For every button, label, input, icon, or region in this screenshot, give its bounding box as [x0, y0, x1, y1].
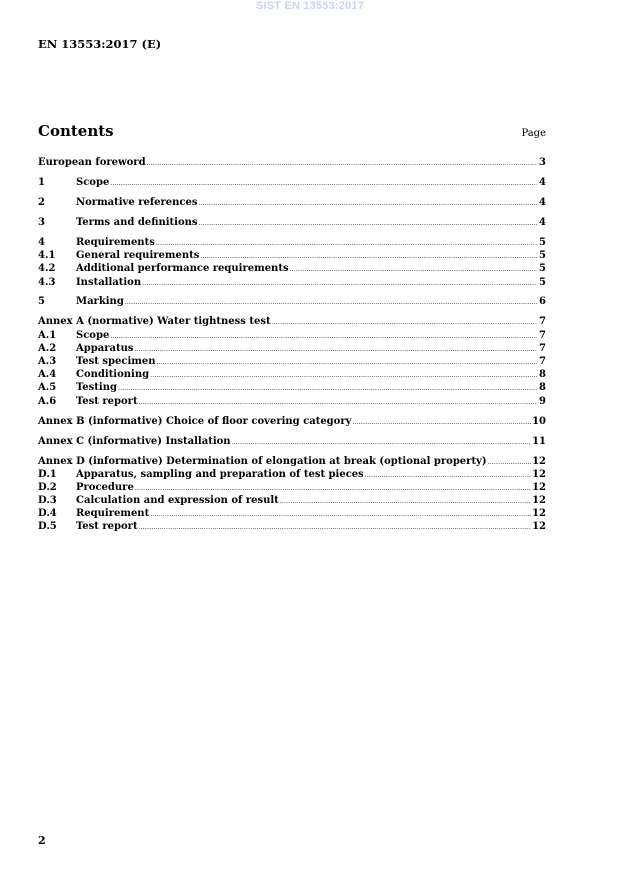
toc-entry-page: 12: [532, 481, 546, 493]
toc-entry-number: D.2: [38, 481, 57, 493]
toc-entry-title: Test specimen: [76, 356, 156, 368]
toc-entry-title: Scope: [76, 329, 110, 341]
toc-entry-title: Annex B (informative) Choice of floor covering category: [38, 415, 352, 427]
toc-entry-title: Annex D (informative) Determination of elongation at break (optional property): [38, 455, 487, 467]
toc-entry-title: Test report: [76, 521, 138, 533]
toc-entry-page: 12: [532, 508, 546, 520]
toc-entry-number: A.2: [38, 342, 57, 354]
toc-entry[interactable]: [38, 507, 546, 520]
toc-entry[interactable]: [38, 329, 546, 342]
toc-entry-title: Annex A (normative) Water tightness test: [38, 316, 271, 328]
toc-dot-leader: [156, 356, 537, 369]
toc-entry-number: A.6: [38, 395, 57, 407]
toc-dot-leader: [280, 495, 531, 508]
toc-dot-leader: [150, 369, 537, 382]
toc-entry-number: 4.3: [38, 276, 56, 288]
toc-entry[interactable]: [38, 156, 546, 169]
toc-dot-leader: [290, 263, 537, 276]
toc-entry-page: 4: [539, 176, 546, 188]
toc-entry-title: Annex C (informative) Installation: [38, 435, 231, 447]
contents-heading: Contents: [38, 122, 114, 140]
toc-entry-number: A.4: [38, 369, 57, 381]
toc-entry-page: 12: [532, 521, 546, 533]
toc-entry-page: 5: [539, 250, 546, 262]
toc-entry[interactable]: [38, 295, 546, 308]
toc-dot-leader: [199, 197, 538, 210]
toc-entry-page: 3: [539, 157, 546, 168]
toc-entry[interactable]: [38, 368, 546, 381]
toc-entry-page: 8: [539, 369, 546, 381]
toc-entry-title: Procedure: [76, 481, 134, 493]
toc-entry-title: Scope: [76, 176, 110, 188]
toc-entry-page: 9: [539, 395, 546, 407]
toc-entry[interactable]: [38, 494, 546, 507]
toc-dot-leader: [272, 316, 537, 329]
toc-entry[interactable]: [38, 176, 546, 189]
toc-entry[interactable]: [38, 276, 546, 289]
toc-entry-number: D.3: [38, 495, 57, 507]
toc-entry-number: 4.1: [38, 250, 56, 262]
toc-dot-leader: [139, 521, 532, 534]
toc-entry[interactable]: [38, 249, 546, 262]
toc-entry[interactable]: [38, 468, 546, 481]
toc-entry-number: D.1: [38, 468, 57, 480]
toc-entry[interactable]: [38, 216, 546, 229]
toc-entry[interactable]: [38, 435, 546, 448]
toc-entry-title: Testing: [76, 382, 117, 394]
toc-dot-leader: [118, 382, 537, 395]
toc-entry-page: 11: [532, 435, 546, 447]
toc-dot-leader: [135, 343, 538, 356]
toc-dot-leader: [110, 330, 537, 343]
toc-entry-number: A.1: [38, 329, 57, 341]
toc-entry-title: Normative references: [76, 196, 198, 208]
toc-entry-number: 2: [38, 196, 45, 208]
toc-entry[interactable]: [38, 395, 546, 408]
toc-dot-leader: [199, 217, 537, 230]
toc-entry-number: D.5: [38, 521, 57, 533]
toc-entry[interactable]: [38, 520, 546, 533]
toc-entry-number: A.5: [38, 382, 57, 394]
toc-entry-number: 4.2: [38, 263, 56, 275]
toc-entry-page: 12: [532, 495, 546, 507]
toc-entry-title: Requirements: [76, 236, 155, 248]
toc-entry[interactable]: [38, 236, 546, 249]
toc-entry-title: Terms and definitions: [76, 216, 198, 228]
toc-entry-number: 5: [38, 296, 45, 308]
toc-entry[interactable]: [38, 381, 546, 394]
toc-dot-leader: [156, 237, 537, 250]
toc-entry-title: Additional performance requirements: [76, 263, 289, 275]
toc-entry[interactable]: [38, 262, 546, 275]
toc-entry-title: Installation: [76, 276, 142, 288]
toc-entry-page: 7: [539, 316, 546, 328]
toc-entry-page: 5: [539, 276, 546, 288]
toc-entry-number: D.4: [38, 508, 57, 520]
toc-entry-page: 12: [532, 455, 546, 467]
toc-entry-number: A.3: [38, 356, 57, 368]
toc-entry-page: 5: [539, 236, 546, 248]
toc-entry-title: Test report: [76, 395, 138, 407]
toc-entry-title: Marking: [76, 296, 124, 308]
toc-entry-title: European foreword: [38, 157, 146, 168]
page-column-label: Page: [521, 128, 546, 139]
toc-entry[interactable]: [38, 455, 546, 468]
toc-dot-leader: [150, 508, 531, 521]
toc-entry-title: Calculation and expression of result: [76, 495, 279, 507]
toc-entry-page: 7: [539, 342, 546, 354]
toc-entry[interactable]: [38, 481, 546, 494]
toc-entry-page: 4: [539, 196, 546, 208]
toc-dot-leader: [232, 436, 532, 449]
toc-entry[interactable]: [38, 342, 546, 355]
toc-dot-leader: [142, 277, 537, 290]
toc-entry-page: 6: [539, 296, 546, 308]
toc-entry-page: 5: [539, 263, 546, 275]
toc-entry[interactable]: [38, 196, 546, 209]
document-code: EN 13553:2017 (E): [38, 37, 162, 51]
toc-entry-page: 7: [539, 356, 546, 368]
table-of-contents: [38, 156, 546, 534]
toc-entry-title: Apparatus, sampling and preparation of test pieces: [76, 468, 364, 480]
toc-entry-number: 4: [38, 236, 45, 248]
toc-entry-number: 1: [38, 176, 45, 188]
toc-dot-leader: [139, 396, 537, 409]
toc-entry-page: 12: [532, 468, 546, 480]
toc-entry-title: General requirements: [76, 250, 200, 262]
toc-entry-page: 4: [539, 216, 546, 228]
toc-entry-page: 8: [539, 382, 546, 394]
page-number: 2: [38, 834, 46, 847]
toc-entry[interactable]: [38, 355, 546, 368]
toc-dot-leader: [488, 456, 531, 469]
toc-entry-title: Conditioning: [76, 369, 150, 381]
toc-dot-leader: [147, 157, 537, 170]
toc-entry-number: 3: [38, 216, 45, 228]
toc-entry-title: Requirement: [76, 508, 150, 520]
toc-dot-leader: [110, 177, 537, 190]
toc-entry-title: Apparatus: [76, 342, 134, 354]
watermark: SIST EN 13553:2017: [255, 0, 365, 12]
toc-entry[interactable]: [38, 315, 546, 328]
toc-entry[interactable]: [38, 415, 546, 428]
toc-dot-leader: [365, 469, 531, 482]
toc-entry-page: 10: [532, 415, 546, 427]
toc-entry-page: 7: [539, 329, 546, 341]
toc-dot-leader: [352, 416, 531, 429]
toc-dot-leader: [125, 296, 537, 309]
